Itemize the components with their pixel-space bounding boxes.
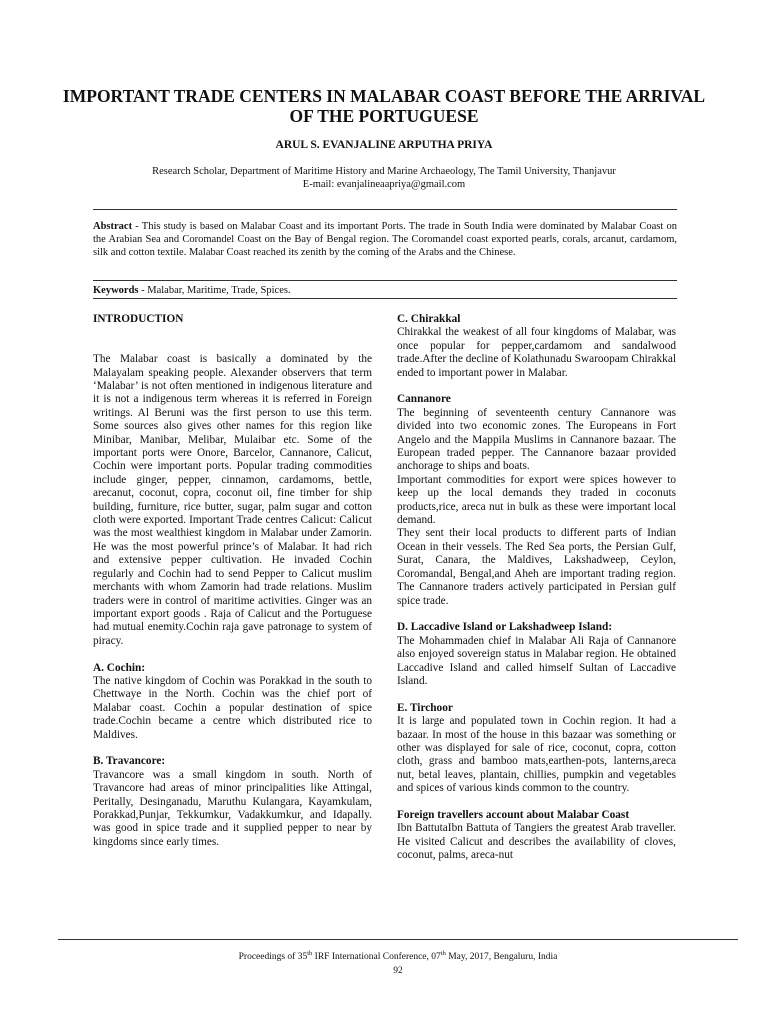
introduction-text: The Malabar coast is basically a dominated by the Malayalam speaking people. Alexander observers that term ‘Malabar’ is not often mentioned in indigenous literature and it is not a indigenous term whereas it is referred in Foreign writings. Al Beruni was the first person to use this term. Some sources also gives other names for this region like Minibar, Manibar, Melibar, Mulaibar etc. Some of the important ports were Onore, Barcelor, Cannanore, Calicut, Cochin were important ports. Popular trading commodities include ginger, pepper, cinnamon, cardamoms, bettle, arecanut, coconut, copra, coconut oil, fine timber for ship building, furniture, rice butter, sugar, palm sugar and cotton cloth were exported. Important Trade centres Calicut: Calicut was the most wealthiest kingdom in Malabar under Zamorin. He was the most powerful prince’s of Malabar. It had rich and extensive pepper cultivation. He invaded Cochin regularly and Cochin had to send Pepper to Calicut muslim merchants with whom Zamorin had trade relations. Muslim traders were in control of maritime activities. Ginger was an important export goods . Raja of Calicut and the Portuguese had mutual enemity.Cochin raja gave patronage to system of piracy. xyxy=(93,353,372,647)
abstract-text: - This study is based on Malabar Coast and its important Ports. The trade in South India were dominated by Malabar Coast on the Arabian Sea and Coromandel Coast on the Bay of Bengal region. The Coromandel coast exported pearls, corals, arcanut, cardamom, silk and cotton textile. Malabar Coast reached its zenith by the coming of the Arabs and the Chinese. xyxy=(93,221,677,258)
cochin-text: The native kingdom of Cochin was Porakkad in the south to Chettwaye in the North. Cochin was the chief port of Malabar coast. Cochin a popular destination of spice trade.Cochin became a centre which distributed rice to Maldives. xyxy=(93,674,372,741)
tirchoor-heading: E. Tirchoor xyxy=(397,701,453,714)
cannanore-heading: Cannanore xyxy=(397,393,451,406)
affiliation: Research Scholar, Department of Maritime History and Marine Archaeology, The Tamil University, Thanjavur xyxy=(152,166,616,177)
keywords-top-rule xyxy=(93,280,677,281)
footer-rule xyxy=(58,939,738,940)
tirchoor-text: It is large and populated town in Cochin region. It had a bazaar. In most of the house in this bazaar was something or other was displayed for sale of rice, coconut, copra, cotton cloth, grass and bamboo mats,earthen-pots, lanterns,areca nut, betal leaves, plantain, chillies, pumpkin and vegetables and spices of various kinds common to the country. xyxy=(397,715,676,795)
abstract-top-rule xyxy=(93,209,677,210)
left-column xyxy=(93,313,372,849)
cannanore-paragraph-3: They sent their local products to different parts of Indian Ocean in their vessels. The Red Sea ports, the Persian Gulf, Surat, Canara, the Maldives, Lakshadweep, Ceylon, Coromandal, Bengal,and Aheh are important trading region. The Cannanore traders actively participated in Persian gulf spice trade. xyxy=(397,527,676,607)
email: E-mail: evanjalineaapriya@gmail.com xyxy=(302,179,466,190)
keywords xyxy=(93,284,677,297)
page-number: 92 xyxy=(393,966,403,976)
abstract xyxy=(93,220,677,259)
authors: ARUL S. EVANJALINE ARPUTHA PRIYA xyxy=(275,139,493,151)
introduction-heading: INTRODUCTION xyxy=(93,313,184,325)
chirakkal-heading: C. Chirakkal xyxy=(397,313,461,325)
right-column xyxy=(397,313,676,863)
keywords-label: Keywords xyxy=(93,285,139,296)
footer-proceedings: Proceedings of 35th IRF International Conference, 07th May, 2017, Bengaluru, India xyxy=(238,950,558,963)
foreign-travellers-heading: Foreign travellers account about Malabar Coast xyxy=(397,808,630,821)
travancore-heading: B. Travancore: xyxy=(93,755,166,768)
paper-title: IMPORTANT TRADE CENTERS IN MALABAR COAST BEFORE THE ARRIVAL OF THE PORTUGUESE xyxy=(62,86,706,126)
cochin-heading: A. Cochin: xyxy=(93,661,146,674)
cannanore-paragraph-1: The beginning of seventeenth century Cannanore was divided into two economic zones. The Europeans in Fort Angelo and the Mappila Muslims in Cannanore bazaar. The European traded pepper. The Cannanore bazaar provided anchorage to ships and boats. xyxy=(397,406,676,473)
travancore-text: Travancore was a small kingdom in south. North of Travancore had areas of minor principalities like Attingal, Peritally, Desinganadu, Maruthu Kulangara, Kayamkulam, Porakkad,Punjar, Tekkumkur, Vadakkumkur, and Idapally. was good in spice trade and it supplied pepper to near by kingdoms since early times. xyxy=(93,768,372,848)
abstract-label: Abstract xyxy=(93,221,133,232)
laccadive-heading: D. Laccadive Island or Lakshadweep Island: xyxy=(397,621,613,634)
laccadive-text: The Mohammaden chief in Malabar Ali Raja of Cannanore also enjoyed sovereign status in Malabar region. He obtained Laccadive Island and called himself Sultan of Laccadive Island. xyxy=(397,634,676,687)
foreign-travellers-text: Ibn BattutaIbn Battuta of Tangiers the greatest Arab traveller. He visited Calicut and describes the availability of cloves, coconut, palms, areca-nut xyxy=(397,822,676,862)
cannanore-paragraph-2: Important commodities for export were spices however to keep up the local demands they traded in coconuts products,rice, areca nut in bulk as these were important local demand. xyxy=(397,473,676,527)
chirakkal-text: Chirakkal the weakest of all four kingdoms of Malabar, was once popular for pepper,cardamom and sandalwood trade.After the decline of Kolathunadu Swaroopam Chirakkal ended to important power in Malabar. xyxy=(397,326,676,379)
affiliation-block xyxy=(60,165,708,191)
keywords-text: - Malabar, Maritime, Trade, Spices. xyxy=(138,285,291,296)
keywords-bottom-rule xyxy=(93,298,677,299)
